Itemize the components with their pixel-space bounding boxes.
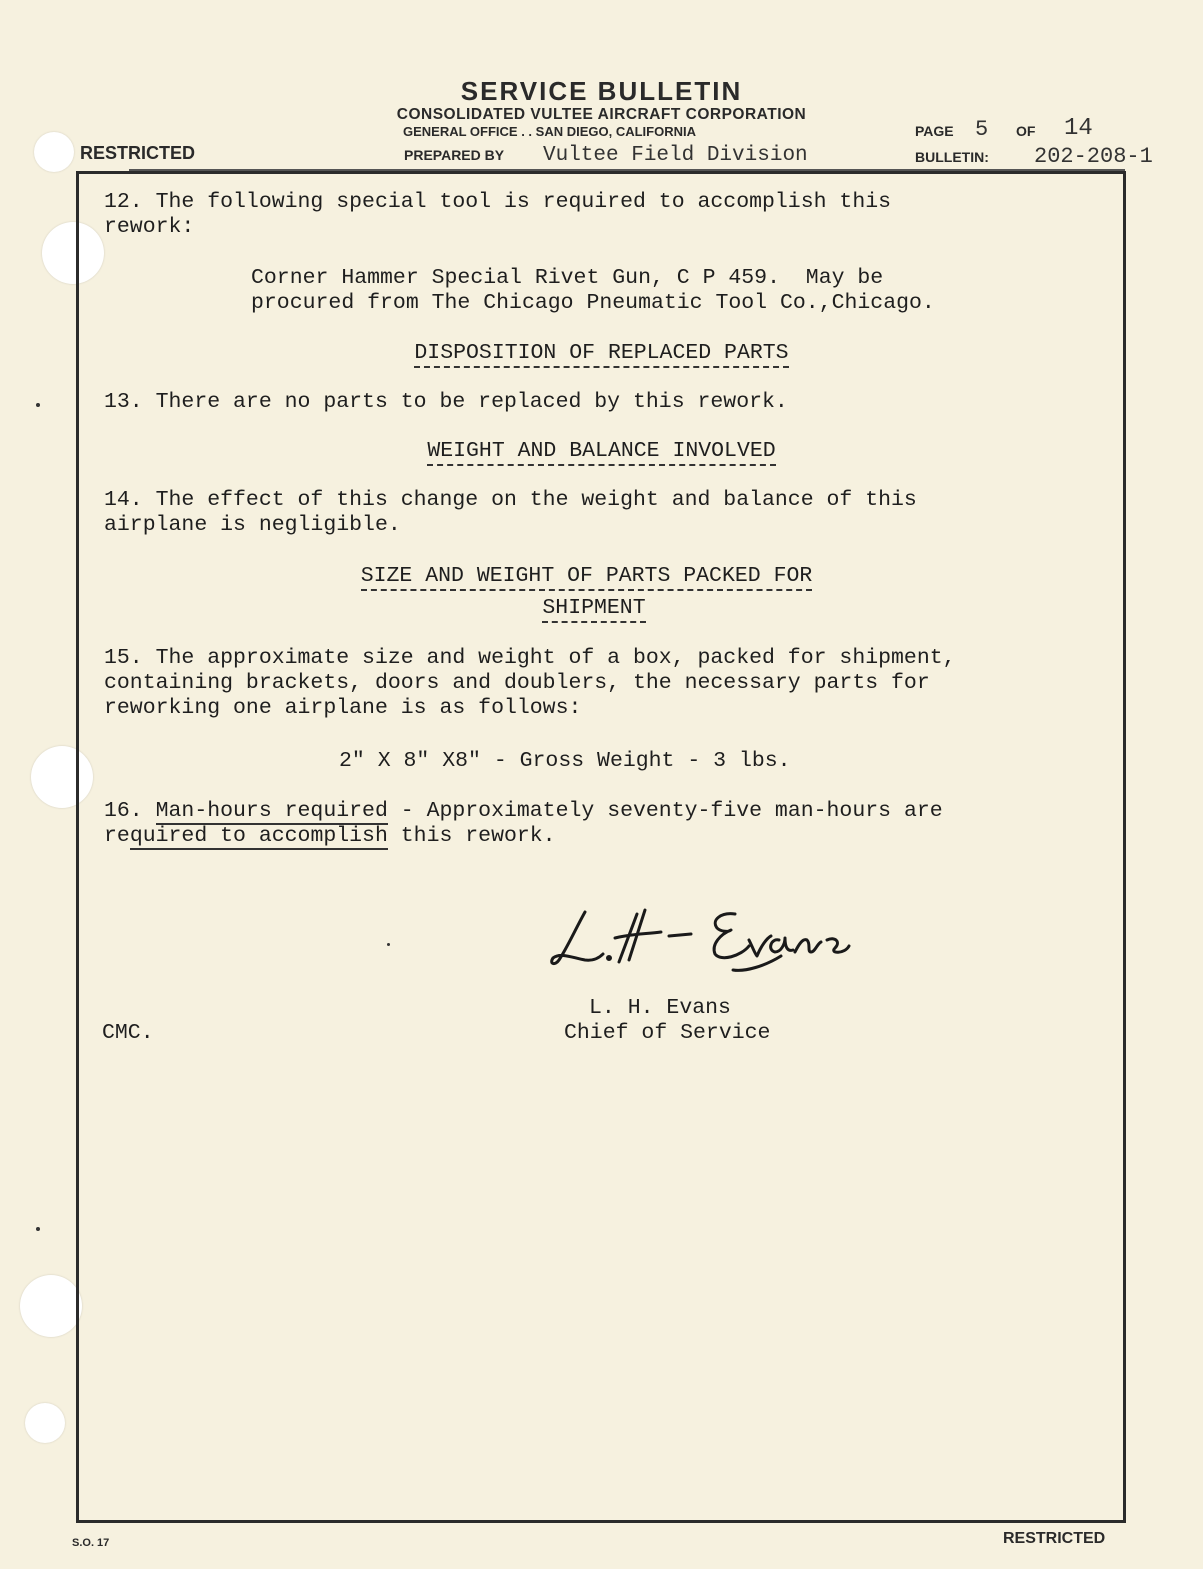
paragraph-15-line-2: containing brackets, doors and doublers, the necessary parts for xyxy=(104,671,930,695)
binder-hole xyxy=(25,1403,65,1443)
paper-speck xyxy=(36,1227,40,1231)
paragraph-14-line-2: airplane is negligible. xyxy=(104,513,401,537)
heading-size-weight-line-2: SHIPMENT xyxy=(0,596,1188,621)
paragraph-12-line-1: 12. The following special tool is required to accomplish this xyxy=(104,190,892,214)
bulletin-label: BULLETIN: xyxy=(915,149,989,165)
signer-title: Chief of Service xyxy=(564,1021,771,1045)
paragraph-12-line-2: rework: xyxy=(104,215,195,239)
paragraph-16-line-2: required to accomplish this rework. xyxy=(104,824,556,848)
paragraph-14-line-1: 14. The effect of this change on the weight and balance of this xyxy=(104,488,917,512)
page-total: 14 xyxy=(1064,115,1093,142)
handwritten-signature xyxy=(545,900,855,980)
bulletin-number: 202-208-1 xyxy=(1034,144,1153,169)
paper-speck xyxy=(36,403,40,407)
heading-size-weight-line-1: SIZE AND WEIGHT OF PARTS PACKED FOR xyxy=(0,564,1173,589)
prepared-by-label: PREPARED BY xyxy=(404,147,505,163)
form-number: S.O. 17 xyxy=(72,1537,110,1549)
paragraph-15-line-1: 15. The approximate size and weight of a box, packed for shipment, xyxy=(104,646,956,670)
tool-line-1: Corner Hammer Special Rivet Gun, C P 459. May be xyxy=(251,266,884,290)
typist-initials: CMC. xyxy=(102,1021,154,1045)
binder-hole xyxy=(34,132,74,172)
general-office: GENERAL OFFICE . . SAN DIEGO, CALIFORNIA xyxy=(403,124,696,139)
heading-weight-balance: WEIGHT AND BALANCE INVOLVED xyxy=(0,439,1203,464)
paragraph-15-line-3: reworking one airplane is as follows: xyxy=(104,696,582,720)
binder-hole xyxy=(20,1275,82,1337)
page-number: 5 xyxy=(975,117,989,142)
prepared-by-value: Vultee Field Division xyxy=(543,144,808,167)
bulletin-title: SERVICE BULLETIN xyxy=(460,76,743,106)
corporation-name: CONSOLIDATED VULTEE AIRCRAFT CORPORATION xyxy=(396,106,807,123)
restricted-label-top: RESTRICTED xyxy=(80,143,196,163)
box-dimensions: 2" X 8" X8" - Gross Weight - 3 lbs. xyxy=(339,749,791,773)
paragraph-16-line-1: 16. Man-hours required - Approximately seventy-five man-hours are xyxy=(104,799,943,823)
tool-line-2: procured from The Chicago Pneumatic Tool Co.,Chicago. xyxy=(251,291,935,315)
paragraph-13: 13. There are no parts to be replaced by this rework. xyxy=(104,390,788,414)
page-label: PAGE xyxy=(915,123,954,139)
heading-disposition: DISPOSITION OF REPLACED PARTS xyxy=(0,341,1203,366)
of-label: OF xyxy=(1016,123,1036,139)
signer-name: L. H. Evans xyxy=(589,996,731,1020)
restricted-label-bottom: RESTRICTED xyxy=(1003,1530,1106,1547)
